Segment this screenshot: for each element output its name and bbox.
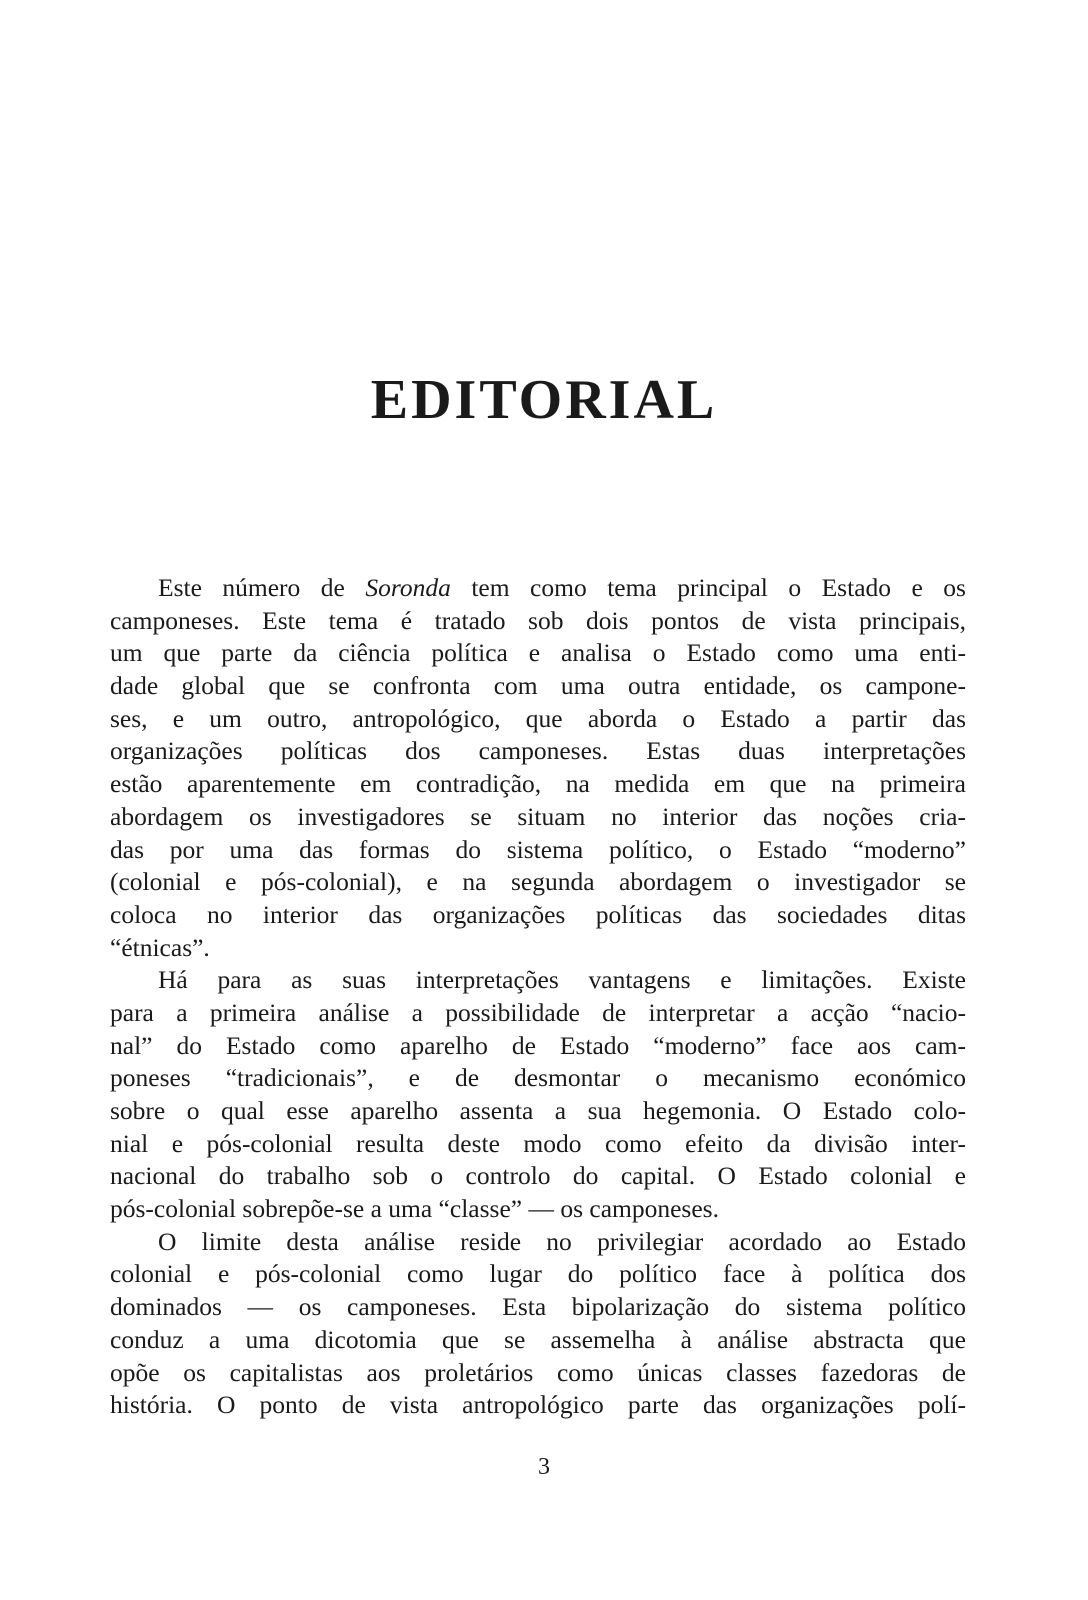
text-line: (colonial e pós-colonial), e na segunda abordagem o investigador se	[110, 867, 966, 897]
text-line: pós-colonial sobrepõe-se a uma “classe” — os camponeses.	[110, 1194, 719, 1224]
text-line: estão aparentemente em contradição, na medida em que na primeira	[110, 769, 966, 799]
text-line: nacional do trabalho sob o controlo do capital. O Estado colonial e	[110, 1161, 966, 1191]
text-line: colonial e pós-colonial como lugar do político face à política dos	[110, 1259, 966, 1289]
text-line: nial e pós-colonial resulta deste modo como efeito da divisão inter-	[110, 1128, 966, 1158]
text-line	[110, 572, 966, 605]
paragraph	[110, 964, 966, 1226]
text-line: sobre o qual esse aparelho assenta a sua hegemonia. O Estado colo-	[110, 1096, 966, 1125]
text-line: um que parte da ciência política e analisa o Estado como uma enti-	[110, 638, 966, 668]
text-span: Este número de	[158, 573, 366, 602]
page-title: EDITORIAL	[370, 369, 718, 431]
body-text	[110, 572, 966, 1422]
text-line: conduz a uma dicotomia que se assemelha à análise abstracta que	[110, 1324, 966, 1354]
text-line: coloca no interior das organizações políticas das sociedades ditas	[110, 899, 966, 929]
text-line: história. O ponto de vista antropológico parte das organizações polí-	[110, 1390, 966, 1420]
text-line: poneses “tradicionais”, e de desmontar o mecanismo económico	[110, 1063, 966, 1093]
text-line: abordagem os investigadores se situam no interior das noções cria-	[110, 801, 966, 831]
text-line: organizações políticas dos camponeses. Estas duas interpretações	[110, 736, 966, 766]
paragraph	[110, 572, 966, 964]
text-line: para a primeira análise a possibilidade de interpretar a acção “nacio-	[110, 997, 966, 1027]
text-line: das por uma das formas do sistema político, o Estado “moderno”	[110, 834, 966, 864]
text-line: ses, e um outro, antropológico, que aborda o Estado a partir das	[110, 703, 966, 733]
text-line: nal” do Estado como aparelho de Estado “moderno” face aos cam-	[110, 1030, 966, 1060]
journal-name: Soronda	[365, 573, 451, 602]
paragraph	[110, 1226, 966, 1422]
text-line: dominados — os camponeses. Esta bipolarização do sistema político	[110, 1292, 966, 1322]
text-line: “étnicas”.	[110, 932, 210, 962]
text-line: opõe os capitalistas aos proletários como únicas classes fazedoras de	[110, 1357, 966, 1387]
page-number: 3	[538, 1454, 550, 1480]
text-line: camponeses. Este tema é tratado sob dois pontos de vista principais,	[110, 605, 966, 635]
text-line: O limite desta análise reside no privilegiar acordado ao Estado	[158, 1226, 966, 1256]
text-line: dade global que se confronta com uma outra entidade, os campone-	[110, 671, 966, 701]
text-span: tem como tema principal o Estado e os	[450, 573, 966, 602]
text-line: Há para as suas interpretações vantagens e limitações. Existe	[158, 965, 966, 995]
